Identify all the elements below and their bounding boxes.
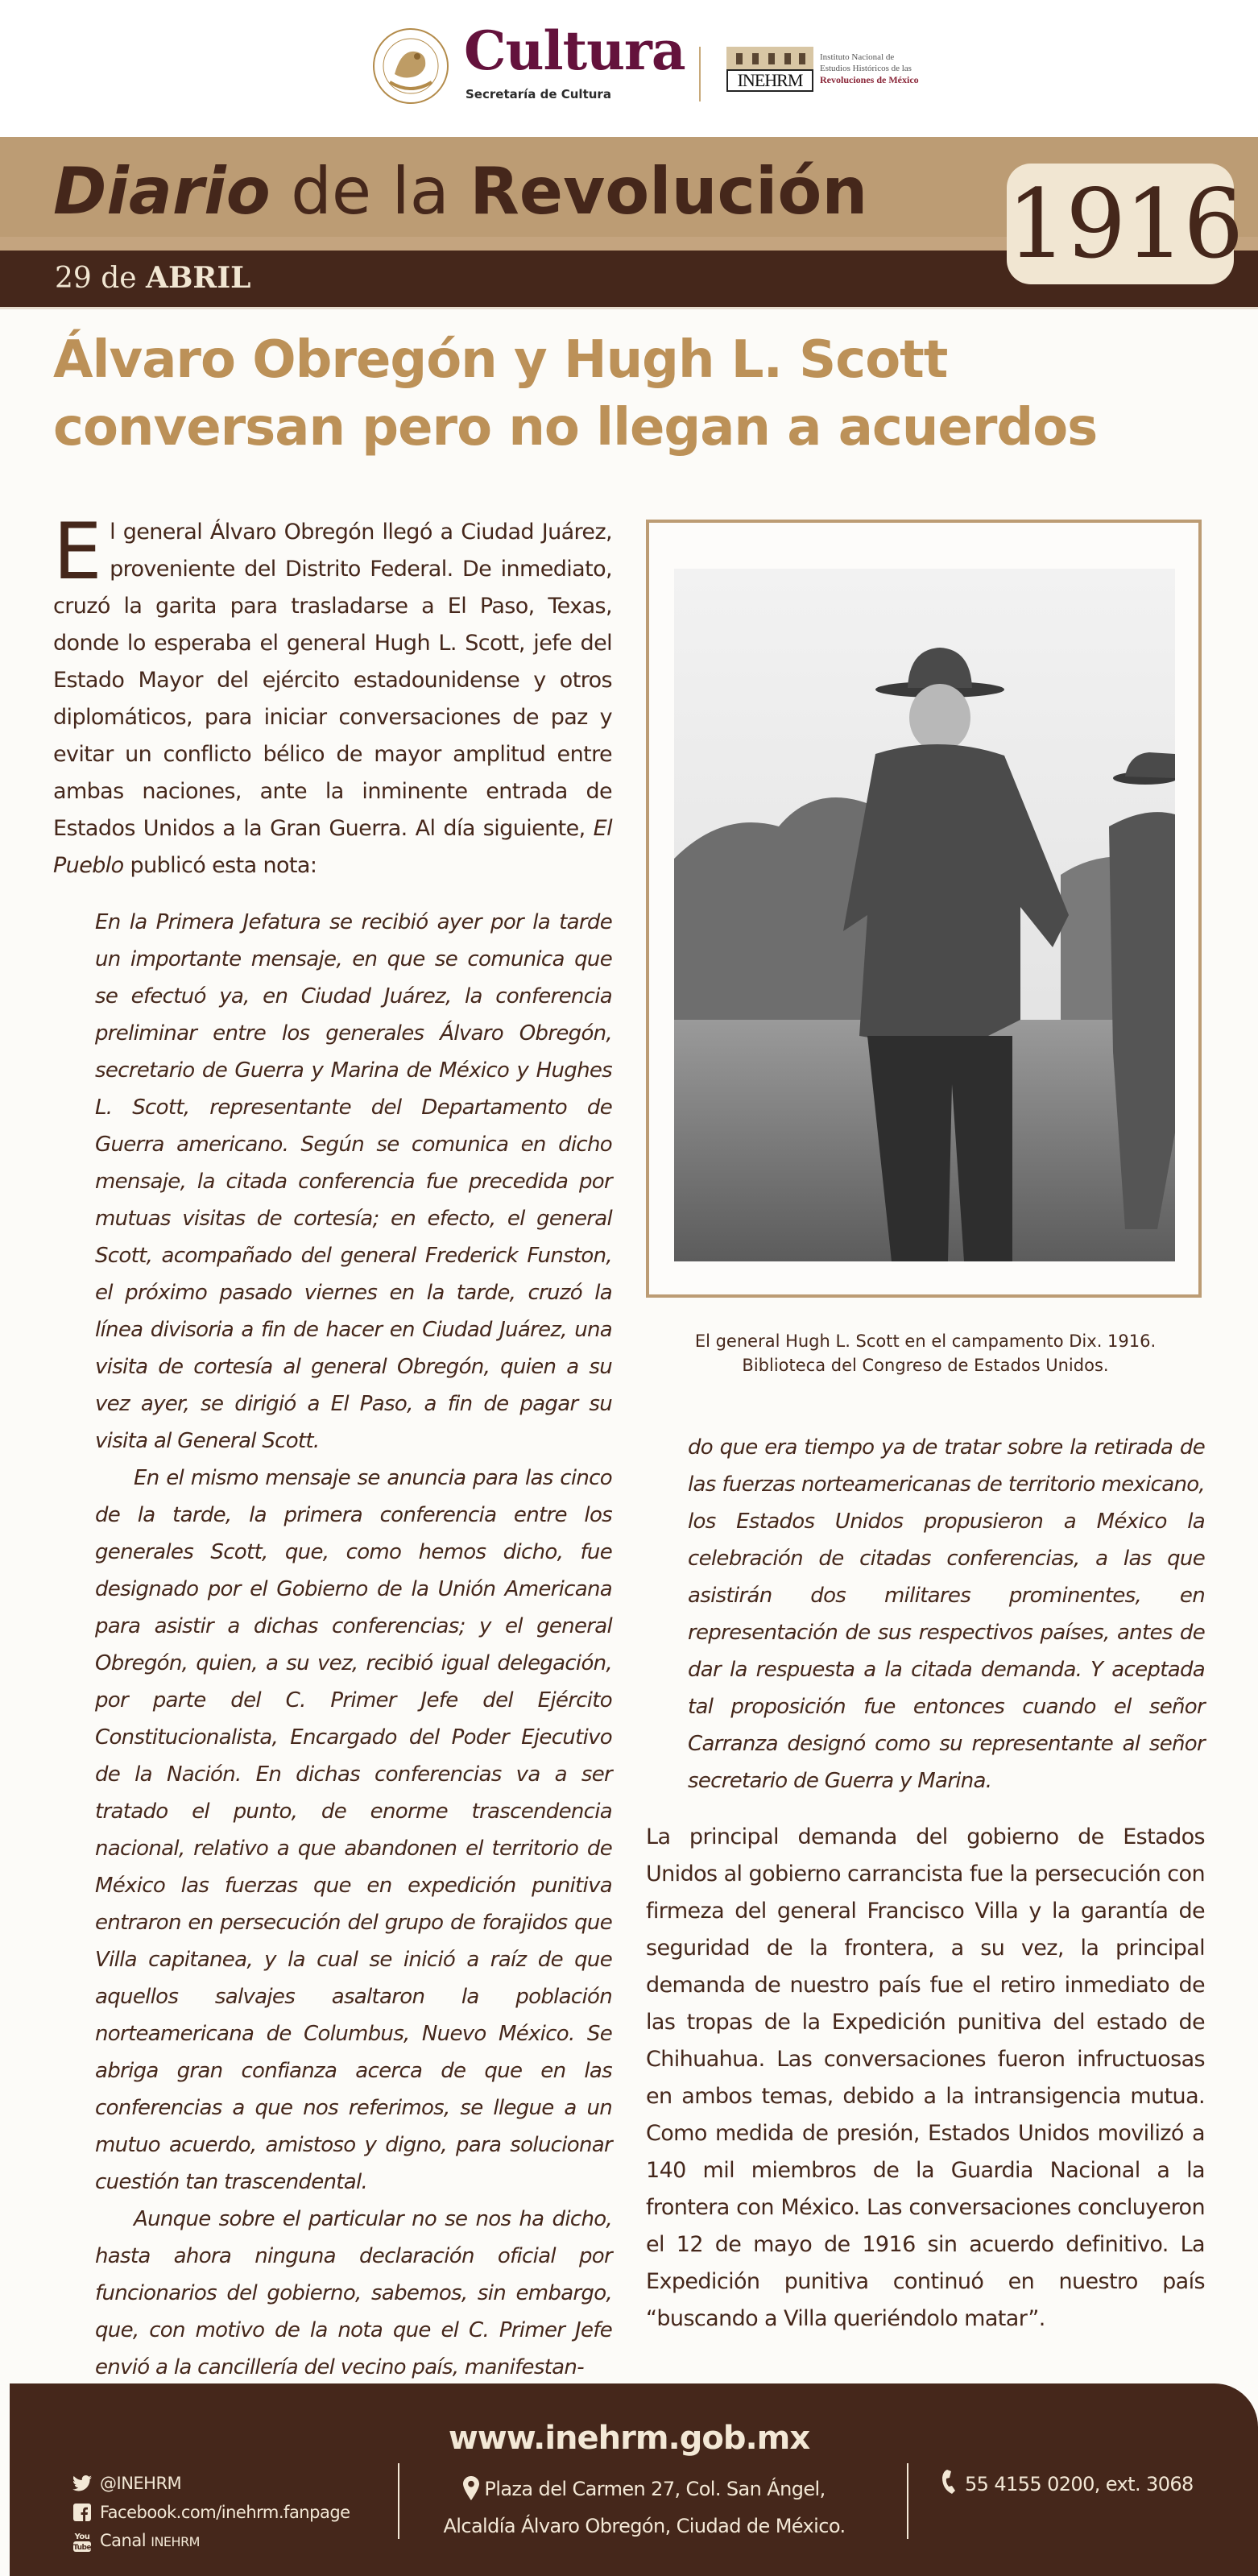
facebook-icon bbox=[72, 2502, 92, 2523]
secretaria-label: Secretaría de Cultura bbox=[466, 87, 611, 101]
date-day: 29 de bbox=[55, 262, 147, 295]
masthead-diario: Diario bbox=[53, 154, 271, 229]
youtube-prefix: Canal bbox=[100, 2531, 151, 2550]
map-pin-icon bbox=[463, 2476, 479, 2510]
social-links bbox=[72, 2469, 350, 2556]
inehrm-logo bbox=[726, 47, 813, 92]
svg-text:You: You bbox=[74, 2533, 90, 2541]
footer-divider bbox=[907, 2463, 908, 2539]
inehrm-line-3: Revoluciones de México bbox=[820, 74, 919, 85]
youtube-icon bbox=[72, 2531, 92, 2552]
address-line-1-text: Plaza del Carmen 27, Col. San Ángel, bbox=[484, 2478, 826, 2500]
quote-paragraph-3: Aunque sobre el particular no se nos ha dicho, hasta ahora ninguna declaración oficial por funcionarios del gobierno, sabemos, sin embargo, que, con motivo de la nota que el C. Primer Jefe envió a la cancillería del vecino país, manifestan- bbox=[95, 2207, 612, 2379]
right-column bbox=[646, 1429, 1205, 2338]
quoted-note bbox=[95, 904, 612, 2386]
footer-divider bbox=[398, 2463, 399, 2539]
band-divider bbox=[0, 307, 1258, 309]
address bbox=[419, 2473, 870, 2542]
intro-end: publicó esta nota: bbox=[123, 853, 317, 878]
article-headline: Álvaro Obregón y Hugh L. Scott conversan pero no llegan a acuerdos bbox=[53, 330, 1098, 458]
logo-divider bbox=[699, 47, 701, 101]
masthead-revolucion: Revolución bbox=[470, 154, 868, 229]
quote-paragraph-2: En el mismo mensaje se anuncia para las cinco de la tarde, la primera conferencia entre los generales Scott, que, como hemos dicho, fue designado por el Gobierno de la Unión Americana para asistir a dichas conferencias; y el general Obregón, quien, a su vez, recibió igual delegación, por parte del C. Primer Jefe del Ejército Constitucionalista, Encargado del Poder Ejecutivo de la Nación. En dichas conferencias va a ser tratado el punto, de enorme trascendencia nacional, relativo a que abandonen el territorio de México las fuerzas que en expedición punitiva entraron en persecución del grupo de forajidos que Villa capitanea, y la cual se inició a raíz de que aquellos salvajes asaltaron la población norteamericana de Columbus, Nuevo México. Se abriga gran confianza acerca de que en las conferencias a que nos referimos, se llegue a un mutuo acuerdo, amistoso y digno, para solucionar cuestión tan trascendental. bbox=[95, 1466, 612, 2194]
twitter-icon bbox=[72, 2473, 92, 2494]
youtube-link[interactable] bbox=[72, 2527, 350, 2556]
phone-number: 55 4155 0200, ext. 3068 bbox=[965, 2473, 1194, 2495]
cultura-logo: Cultura bbox=[464, 19, 685, 82]
masthead-title bbox=[53, 154, 868, 229]
intro-text: l general Álvaro Obregón llegó a Ciudad Juárez, proveniente del Distrito Federal. De inmediato, cruzó la garita para trasladarse a El Paso, Texas, donde lo esperaba el general Hugh L. Scott, jefe del Estado Mayor del ejército estadounidense y otros diplomáticos, para iniciar conversaciones de paz y evitar un conflicto bélico de mayor amplitud entre ambas naciones, ante la inminente entrada de Estados Unidos a la Gran Guerra. Al día siguiente, bbox=[53, 520, 612, 841]
twitter-link[interactable] bbox=[72, 2469, 350, 2498]
closing-paragraph: La principal demanda del gobierno de Estados Unidos al gobierno carrancista fue la persecución con firmeza del general Francisco Villa y la garantía de seguridad de la frontera, a su vez, la principal demanda de nuestro país fue el retiro inmediato de las tropas de la Expedición punitiva del estado de Chihuahua. Las conversaciones fueron infructuosas en ambos temas, debido a la intransigencia mutua. Como medida de presión, Estados Unidos movilizó a 140 mil miembros de la Guardia Nacional a la frontera con México. Las conversaciones concluyeron el 12 de mayo de 1916 sin acuerdo definitivo. La Expedición punitiva continuó en nuestro país “buscando a Villa queriéndolo matar”. bbox=[646, 1824, 1205, 2331]
caption-line-1: El general Hugh L. Scott en el campamento Dix. 1916. bbox=[694, 1331, 1157, 1351]
newspaper-name: El Pueblo bbox=[53, 816, 612, 878]
address-line-2: Alcaldía Álvaro Obregón, Ciudad de México. bbox=[443, 2515, 846, 2537]
facebook-link[interactable] bbox=[72, 2498, 350, 2527]
quote-paragraph-1: En la Primera Jefatura se recibió ayer por la tarde un importante mensaje, en que se comunica que se efectuó ya, en Ciudad Juárez, la conferencia preliminar entre los generales Álvaro Obregón, secretario de Guerra y Marina de México y Hughes L. Scott, representante del Departamento de Guerra americano. Según se comunica en dicho mensaje, la citada conferencia fue precedida por mutuas visitas de cortesía; en efecto, el general Scott, acompañado del general Frederick Funston, el próximo pasado viernes en la tarde, cruzó la línea divisoria a fin de hacer en Ciudad Juárez, una visita de cortesía al general Obregón, quien a su vez ayer, se dirigió a El Paso, a fin de pagar su visita al General Scott. bbox=[95, 910, 612, 1453]
svg-text:Tube: Tube bbox=[73, 2544, 91, 2552]
quoted-note-continued bbox=[646, 1429, 1205, 1799]
inehrm-line-2: Estudios Históricos de las bbox=[820, 64, 912, 73]
intro-paragraph bbox=[53, 507, 612, 884]
youtube-channel bbox=[100, 2526, 200, 2557]
address-line-1 bbox=[419, 2473, 870, 2510]
facebook-url: Facebook.com/inehrm.fanpage bbox=[100, 2503, 350, 2522]
issue-date bbox=[55, 256, 250, 300]
date-month: ABRIL bbox=[146, 261, 251, 295]
phone-icon bbox=[942, 2470, 955, 2499]
caption-line-2: Biblioteca del Congreso de Estados Unidos. bbox=[742, 1356, 1109, 1375]
photo-caption bbox=[646, 1329, 1205, 1377]
mexico-coat-of-arms-icon bbox=[370, 26, 451, 106]
building-icon bbox=[726, 47, 813, 70]
scott-photo bbox=[674, 569, 1175, 1261]
inehrm-line-1: Instituto Nacional de bbox=[820, 52, 895, 62]
inehrm-acronym: INEHRM bbox=[726, 69, 813, 92]
inehrm-full-name bbox=[820, 52, 919, 85]
year-badge: 1916 bbox=[1007, 164, 1234, 284]
phone-contact[interactable] bbox=[942, 2470, 1194, 2499]
masthead-de-la: de la bbox=[270, 154, 470, 229]
youtube-name: INEHRM bbox=[151, 2534, 200, 2549]
left-column bbox=[53, 507, 612, 2386]
website-link[interactable]: www.inehrm.gob.mx bbox=[448, 2420, 810, 2457]
quote-paragraph-3-continued: do que era tiempo ya de tratar sobre la retirada de las fuerzas norteamericanas de territorio mexicano, los Estados Unidos propusieron a México la celebración de citadas conferencias, a las que asistirán dos militares prominentes, en representación de sus respectivos países, antes de dar la respuesta a la citada demanda. Y aceptada tal proposición fue entonces cuando el señor Carranza designó como su representante al señor secretario de Guerra y Marina. bbox=[688, 1435, 1205, 1793]
drop-cap: E bbox=[53, 507, 102, 597]
twitter-handle: @INEHRM bbox=[100, 2474, 182, 2493]
